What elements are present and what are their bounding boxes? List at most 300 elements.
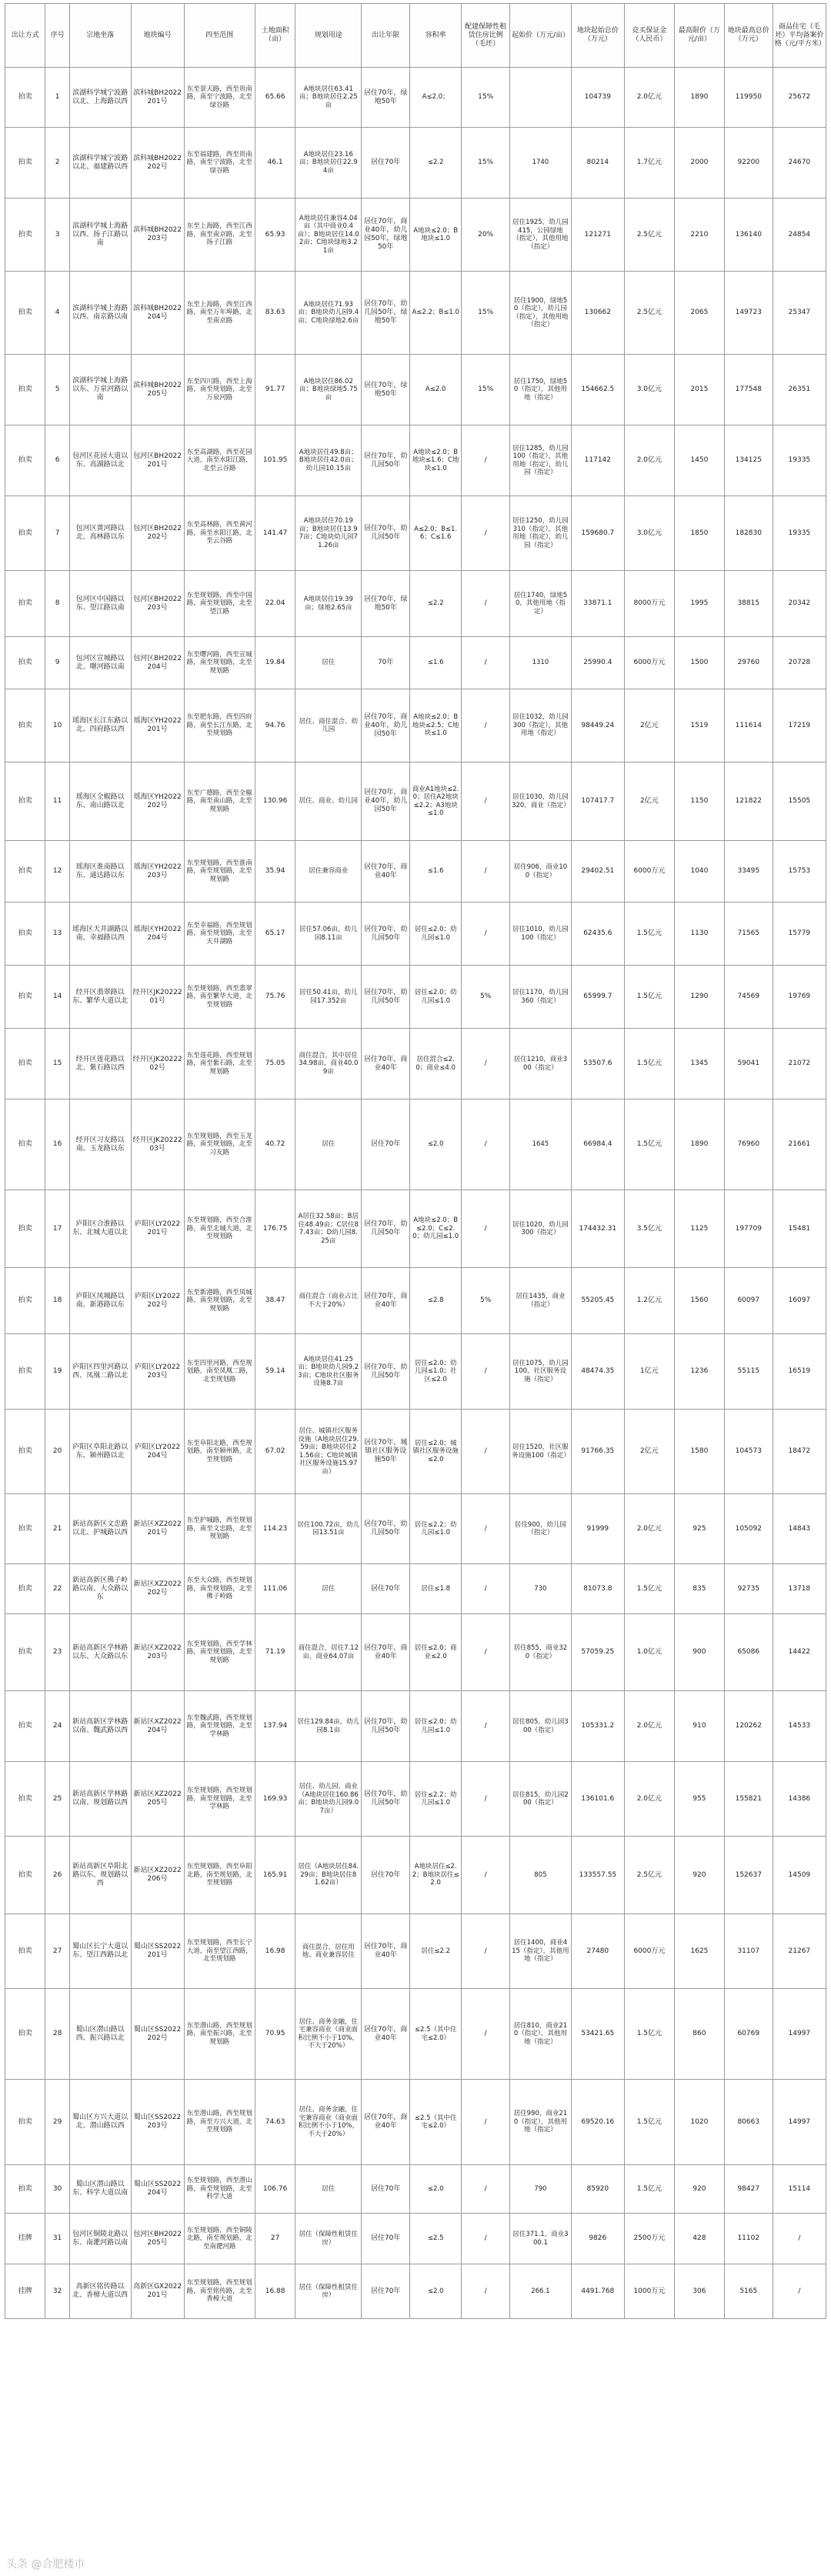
cell-avg-price: 14509 [773,1837,826,1914]
cell-deposit: 1.5亿元 [624,2080,674,2165]
cell-far: ≤2.5（其中住宅≤2.0） [410,2080,462,2165]
cell-start-total: 85920 [571,2165,624,2214]
table-row [5,2214,826,2264]
cell-far: ≤2.5 [410,2214,462,2264]
cell-far: 商业A1地块≤2.0；居住A2地块≤2.2；A3地块≤1.0 [410,762,462,841]
table-body [5,68,826,2319]
cell-start-price: 居住1010，幼儿园100（指定） [510,903,572,966]
cell-max-total: 29760 [724,637,773,689]
cell-method: 拍卖 [5,425,45,496]
cell-number: 17 [45,1190,69,1268]
cell-use: 居住兼容商业 [295,841,362,903]
cell-boundary: 东至规划路，西至合淮路，南至北城大道，北至规划路 [184,1190,255,1268]
cell-area: 74.63 [255,2080,295,2165]
cell-method: 拍卖 [5,1691,45,1762]
cell-max-price: 1020 [674,2080,724,2165]
cell-number: 19 [45,1334,69,1410]
cell-number: 5 [45,355,69,425]
cell-deposit: 6000万元 [624,841,674,903]
cell-max-total: 5165 [724,2264,773,2319]
cell-boundary: 东至莲花路，西至规划路，南至紫石路，北至规划路 [184,1029,255,1099]
cell-code: 瑶海区YH2022203号 [131,841,184,903]
cell-number: 25 [45,1762,69,1837]
cell-boundary: 东至四川路，西至上海路，南至规划路，北至万泉河路 [184,355,255,425]
cell-max-price: 1995 [674,571,724,637]
cell-start-price: 居住1250，幼儿园310（指定），其他用地（指定），幼儿园（指定） [510,496,572,571]
cell-area: 40.72 [255,1099,295,1190]
cell-boundary: 东至规划路，西至规划路，南至规划路，北至学林路 [184,1762,255,1837]
cell-location: 包河区黄河路以北、高林路以东 [69,496,131,571]
cell-max-price: 920 [674,2165,724,2214]
cell-max-price: 920 [674,1837,724,1914]
cell-location: 新站高新区文忠路以北、护城路以西 [69,1494,131,1564]
cell-method: 拍卖 [5,355,45,425]
cell-avg-price: 24854 [773,199,826,272]
cell-far: 居住≤2.2 [410,1914,462,1989]
header-cell: 最高限价（万元/亩） [674,4,724,68]
cell-start-price: 居住1020，幼儿园300（指定） [510,1190,572,1268]
cell-max-price: 1130 [674,903,724,966]
table-row [5,1029,826,1099]
cell-use: 居住、商务金融，住宅兼容商业（商业面积比例不小于10%，不大于20%） [295,2080,362,2165]
table-row [5,689,826,762]
cell-deposit: 1.5亿元 [624,2165,674,2214]
cell-deposit: 2.0亿元 [624,1762,674,1837]
cell-area: 111.06 [255,1564,295,1614]
cell-use: 居住 [295,1564,362,1614]
cell-code: 滨科城BH2022203号 [131,199,184,272]
cell-rental-ratio: 5% [462,1268,510,1334]
cell-term: 居住70年 [362,1837,410,1914]
cell-start-price: 居住906，商业100（指定） [510,841,572,903]
cell-term: 居住70年，商业40年 [362,1989,410,2080]
table-row [5,1614,826,1691]
cell-number: 18 [45,1268,69,1334]
cell-term: 居住70年，幼儿园50年 [362,966,410,1029]
header-cell: 四至范围 [184,4,255,68]
cell-location: 经开区翡翠路以东、繁华大道以北 [69,966,131,1029]
cell-avg-price: 21267 [773,1914,826,1989]
cell-code: 包河区BH2022203号 [131,571,184,637]
cell-start-total: 65999.7 [571,966,624,1029]
table-row [5,1762,826,1837]
cell-code: 新站区XZ2022201号 [131,1494,184,1564]
cell-location: 庐阳区凤城路以南、新港路以东 [69,1268,131,1334]
cell-far: ≤2.0 [410,1099,462,1190]
cell-area: 67.02 [255,1410,295,1494]
cell-max-price: 1890 [674,1099,724,1190]
cell-code: 经开区JK2022202号 [131,1029,184,1099]
cell-start-price: 1310 [510,637,572,689]
watermark: 头条 @合肥楼市 [6,2558,85,2571]
cell-code: 包河区BH2022202号 [131,496,184,571]
table-row [5,1334,826,1410]
cell-number: 21 [45,1494,69,1564]
cell-location: 瑶海区全椒路以东、南山路以北 [69,762,131,841]
cell-start-total: 80214 [571,128,624,199]
cell-area: 91.77 [255,355,295,425]
cell-start-price: 790 [510,2165,572,2214]
cell-area: 65.93 [255,199,295,272]
cell-term: 居住70年，商业40年 [362,841,410,903]
cell-rental-ratio: / [462,1614,510,1691]
cell-code: 新站区XZ2022204号 [131,1691,184,1762]
cell-use: A地块居住19.39亩；绿地2.65亩 [295,571,362,637]
cell-rental-ratio: / [462,1691,510,1762]
cell-rental-ratio: / [462,689,510,762]
cell-use: 居住129.84亩，幼儿园8.1亩 [295,1691,362,1762]
cell-term: 居住70年，幼儿园50年 [362,903,410,966]
cell-max-price: 1519 [674,689,724,762]
cell-avg-price: 21661 [773,1099,826,1190]
cell-rental-ratio: 15% [462,68,510,128]
cell-code: 经开区JK2022203号 [131,1099,184,1190]
cell-term: 居住70年，幼儿园50年 [362,1334,410,1410]
cell-rental-ratio: / [462,1837,510,1914]
cell-max-price: 1125 [674,1190,724,1268]
cell-use: 居住57.06亩，幼儿园8.11亩 [295,903,362,966]
cell-rental-ratio: / [462,496,510,571]
table-header [5,4,826,68]
cell-max-price: 1290 [674,966,724,1029]
cell-max-total: 182830 [724,496,773,571]
cell-use: 居住 [295,637,362,689]
cell-location: 瑶海区天井湖路以南、幸福路以西 [69,903,131,966]
cell-term: 居住70年，绿地50年 [362,571,410,637]
cell-use: 商住混合，居住用地、商业兼容居住 [295,1914,362,1989]
cell-method: 拍卖 [5,1614,45,1691]
cell-start-price: 居住810，商业210（指定），其他用地（指定） [510,1989,572,2080]
cell-number: 26 [45,1837,69,1914]
cell-area: 22.04 [255,571,295,637]
cell-rental-ratio: / [462,637,510,689]
cell-location: 新站高新区阜阳北路以东、规划路以西 [69,1837,131,1914]
cell-deposit: 8000万元 [624,571,674,637]
cell-boundary: 东至高湖路，西至花园大道，南至水阳江路，北至云谷路 [184,425,255,496]
cell-boundary: 东至规划路，西至潜山路，南至规划路，北至科学大道 [184,2165,255,2214]
cell-rental-ratio: 15% [462,272,510,355]
cell-number: 7 [45,496,69,571]
cell-use: 居住100.72亩，幼儿园13.51亩 [295,1494,362,1564]
cell-area: 83.63 [255,272,295,355]
cell-method: 拍卖 [5,689,45,762]
cell-deposit: 2.0亿元 [624,1691,674,1762]
cell-start-price: 居住855，商业320（指定） [510,1614,572,1691]
cell-area: 65.66 [255,68,295,128]
cell-start-total: 69520.16 [571,2080,624,2165]
header-cell: 起始价（万元/亩） [510,4,572,68]
cell-code: 瑶海区YH2022202号 [131,762,184,841]
cell-max-total: 149723 [724,272,773,355]
cell-start-price: 居住1075，幼儿园100，社区服务设施（指定） [510,1334,572,1410]
cell-code: 包河区BH2022201号 [131,425,184,496]
cell-location: 庐阳区四里河路以西、凤凰二路以北 [69,1334,131,1410]
cell-start-total: 29402.51 [571,841,624,903]
cell-max-price: 1450 [674,425,724,496]
cell-code: 蜀山区SS2022202号 [131,1989,184,2080]
cell-start-price: 1645 [510,1099,572,1190]
cell-max-price: 2015 [674,355,724,425]
table-row [5,1268,826,1334]
cell-max-total: 121822 [724,762,773,841]
cell-method: 挂牌 [5,2214,45,2264]
table-row [5,425,826,496]
cell-method: 拍卖 [5,1914,45,1989]
cell-start-total: 117142 [571,425,624,496]
cell-location: 新站高新区佛子岭路以南、大众路以东 [69,1564,131,1614]
cell-rental-ratio: / [462,1914,510,1989]
cell-start-total: 81073.8 [571,1564,624,1614]
cell-use: 商住混合，居住7.12亩，商业64.07亩 [295,1614,362,1691]
cell-start-price: 居住1030，幼儿园320，商业（指定） [510,762,572,841]
cell-boundary: 东至规划路，西至学林路，南至规划路，北至规划路 [184,1614,255,1691]
cell-term: 居住70年，幼儿园50年 [362,496,410,571]
cell-max-total: 11102 [724,2214,773,2264]
cell-method: 拍卖 [5,841,45,903]
cell-avg-price: 26351 [773,355,826,425]
table-row [5,1989,826,2080]
cell-area: 38.47 [255,1268,295,1334]
cell-max-total: 38815 [724,571,773,637]
cell-start-price: 居住805，幼儿园300（指定） [510,1691,572,1762]
cell-code: 瑶海区YH2022204号 [131,903,184,966]
cell-boundary: 东至潜山路，西至规划路，南至振兴路，北至规划路 [184,1989,255,2080]
cell-max-total: 197709 [724,1190,773,1268]
table-row [5,1564,826,1614]
cell-avg-price: 25347 [773,272,826,355]
cell-start-price: 居住1210，商业300（指定） [510,1029,572,1099]
cell-far: A地块≤2.0；B地块≤1.0 [410,199,462,272]
cell-use: 商住混合，其中居住34.98亩，商业40.09亩 [295,1029,362,1099]
cell-far: 居住≤2.2；幼儿园≤1.0 [410,1494,462,1564]
cell-area: 16.98 [255,1914,295,1989]
cell-max-total: 31107 [724,1914,773,1989]
table-row [5,841,826,903]
cell-start-total: 27480 [571,1914,624,1989]
cell-use: 居住、城镇社区服务设施（A地块居住29.59亩；B地块居住21.56亩；C地块城镇社区服务设施15.97亩） [295,1410,362,1494]
cell-method: 拍卖 [5,2165,45,2214]
cell-boundary: 东至规划路，西至淮南路，南至规划路，北至规划路 [184,841,255,903]
cell-area: 65.17 [255,903,295,966]
cell-deposit: 2.5亿元 [624,272,674,355]
cell-term: 居住70年，幼儿园50年 [362,1494,410,1564]
cell-start-price: 居住1520，社区服务设施100（指定） [510,1410,572,1494]
cell-boundary: 东至高林路，西至黄河路，南至水阳江路，北至云谷路 [184,496,255,571]
cell-code: 包河区BH2022204号 [131,637,184,689]
cell-max-total: 136140 [724,199,773,272]
cell-avg-price: 16519 [773,1334,826,1410]
header-cell: 商品住宅（毛坯）平均备案价格（元/平方米） [773,4,826,68]
cell-start-price: 805 [510,1837,572,1914]
cell-code: 滨科城BH2022201号 [131,68,184,128]
cell-number: 24 [45,1691,69,1762]
cell-rental-ratio: 20% [462,199,510,272]
cell-method: 拍卖 [5,966,45,1029]
cell-term: 居住70年，幼儿园50年 [362,1691,410,1762]
cell-boundary: 东至上海路，西至江西路，南至万年埠路，北至南京路 [184,272,255,355]
cell-area: 165.91 [255,1837,295,1914]
cell-area: 71.19 [255,1614,295,1691]
cell-rental-ratio: / [462,1989,510,2080]
cell-max-total: 80663 [724,2080,773,2165]
header-cell: 宗地坐落 [69,4,131,68]
cell-max-total: 59041 [724,1029,773,1099]
cell-area: 27 [255,2214,295,2264]
cell-far: 居住混合≤2.0；商业≤4.0 [410,1029,462,1099]
cell-deposit: 1000万元 [624,2264,674,2319]
cell-deposit: 2亿元 [624,1410,674,1494]
cell-use: 商住混合（商业占比不大于20%） [295,1268,362,1334]
cell-start-price: 居住1740，绿地50，其他用地（指定） [510,571,572,637]
cell-number: 28 [45,1989,69,2080]
cell-avg-price: 14386 [773,1762,826,1837]
cell-boundary: 东至护城路，西至规划路，南至文忠路，北至规划路 [184,1494,255,1564]
cell-area: 114.23 [255,1494,295,1564]
cell-method: 拍卖 [5,1099,45,1190]
cell-max-total: 104573 [724,1410,773,1494]
cell-use: 居住（A地块居住84.29亩；B地块居住81.62亩） [295,1837,362,1914]
cell-term: 居住70年 [362,1099,410,1190]
cell-avg-price: 14422 [773,1614,826,1691]
cell-boundary: 东至广德路，西至全椒路，南至南山路，北至规划路 [184,762,255,841]
cell-method: 拍卖 [5,1494,45,1564]
cell-use: 居住 [295,1099,362,1190]
cell-term: 居住70年，幼儿园50年 [362,1190,410,1268]
cell-far: ≤2.5（其中住宅≤2.0） [410,1989,462,2080]
cell-area: 70.95 [255,1989,295,2080]
cell-max-total: 92200 [724,128,773,199]
cell-deposit: 1.5亿元 [624,903,674,966]
header-cell: 序号 [45,4,69,68]
cell-max-total: 105092 [724,1494,773,1564]
cell-deposit: 1.2亿元 [624,1268,674,1334]
cell-number: 29 [45,2080,69,2165]
cell-start-price: 居住1435，商业（指定） [510,1268,572,1334]
cell-boundary: 东至曙河路，西至宣城路，南至规划路，北至规划路 [184,637,255,689]
cell-avg-price: 21072 [773,1029,826,1099]
cell-avg-price: 17219 [773,689,826,762]
cell-deposit: 1.5亿元 [624,1099,674,1190]
cell-method: 拍卖 [5,903,45,966]
cell-start-total: 159680.7 [571,496,624,571]
cell-code: 瑶海区YH2022201号 [131,689,184,762]
cell-far: ≤2.0 [410,2264,462,2319]
cell-code: 蜀山区SS2022204号 [131,2165,184,2214]
cell-max-total: 155821 [724,1762,773,1837]
cell-deposit: 3.0亿元 [624,496,674,571]
cell-area: 19.84 [255,637,295,689]
cell-code: 新站区XZ2022203号 [131,1614,184,1691]
cell-far: 居住≤2.0；幼儿园≤1.0 [410,903,462,966]
cell-code: 滨科城BH2022202号 [131,128,184,199]
cell-avg-price: 15753 [773,841,826,903]
cell-method: 拍卖 [5,128,45,199]
cell-number: 2 [45,128,69,199]
cell-rental-ratio: / [462,1190,510,1268]
header-cell: 地块编号 [131,4,184,68]
cell-code: 经开区JK2022201号 [131,966,184,1029]
cell-avg-price: 15114 [773,2165,826,2214]
cell-code: 庐阳区LY2022203号 [131,1334,184,1410]
cell-number: 20 [45,1410,69,1494]
cell-far: A地块≤2.0；B地块≤1.6；C地块≤1.0 [410,425,462,496]
cell-deposit: 1.5亿元 [624,1564,674,1614]
cell-rental-ratio: / [462,1334,510,1410]
table-row [5,1099,826,1190]
cell-far: ≤1.6 [410,637,462,689]
cell-use: A地块居住41.25亩；B地块幼儿园9.23亩；C地块社区服务设施8.7亩 [295,1334,362,1410]
cell-start-price: 居住815，幼儿园200（指定） [510,1762,572,1837]
cell-number: 23 [45,1614,69,1691]
cell-term: 70年 [362,637,410,689]
table-row [5,355,826,425]
cell-boundary: 东至规划路，西至阜阳北路，南至规划路，北至规划路 [184,1837,255,1914]
cell-rental-ratio: / [462,1762,510,1837]
cell-start-price: 居住1925，幼儿园415，公园绿地（指定），其他用地（指定） [510,199,572,272]
cell-start-total: 25990.4 [571,637,624,689]
cell-location: 瑶海区淮南路以东、通达路以东 [69,841,131,903]
cell-rental-ratio: 5% [462,966,510,1029]
cell-start-price: 1740 [510,128,572,199]
cell-avg-price: 15505 [773,762,826,841]
cell-boundary: 东至规划路，西至长宁大道，南至望江西路，北至规划路 [184,1914,255,1989]
cell-term: 居住70年，城镇社区服务设施50年 [362,1410,410,1494]
cell-start-total: 66984.4 [571,1099,624,1190]
cell-start-price: 730 [510,1564,572,1614]
cell-deposit: 1.5亿元 [624,966,674,1029]
cell-max-price: 306 [674,2264,724,2319]
cell-deposit: 1.0亿元 [624,1614,674,1691]
cell-code: 新站区XZ2022206号 [131,1837,184,1914]
cell-use: 居住、商住混合、幼儿园 [295,689,362,762]
cell-method: 拍卖 [5,637,45,689]
cell-boundary: 东至规划路，西至翡翠路，南至繁华大道，北至规划路 [184,966,255,1029]
cell-location: 滨湖科学城宁波路以北、上海路以西 [69,68,131,128]
cell-term: 居住70年 [362,2165,410,2214]
header-cell: 容积率 [410,4,462,68]
cell-method: 拍卖 [5,68,45,128]
header-cell: 出让方式 [5,4,45,68]
cell-use: A居住32.58亩；B居住48.49亩；C居住87.43亩；D幼儿园8.25亩 [295,1190,362,1268]
table-row [5,2264,826,2319]
cell-use: 居住、商务金融，住宅兼容商业（商业面积比例不小于10%，不大于20%） [295,1989,362,2080]
cell-max-price: 1850 [674,496,724,571]
cell-deposit: 2.0亿元 [624,68,674,128]
cell-boundary: 东至魏武路，西至规划路，南至规划路，北至学林路 [184,1691,255,1762]
cell-max-price: 835 [674,1564,724,1614]
cell-rental-ratio: / [462,2264,510,2319]
cell-use: A地块居住71.93亩；B地块幼儿园9.4亩；C地块绿地2.6亩 [295,272,362,355]
cell-max-price: 900 [674,1614,724,1691]
cell-use: A地块居住86.02亩；B地块绿地5.75亩 [295,355,362,425]
cell-location: 经开区莲花路以北、紫石路以西 [69,1029,131,1099]
cell-method: 拍卖 [5,1564,45,1614]
cell-deposit: 2亿元 [624,762,674,841]
cell-method: 拍卖 [5,1334,45,1410]
cell-term: 居住70年，幼儿园50年，绿地50年 [362,272,410,355]
table-row [5,762,826,841]
table-row [5,571,826,637]
cell-avg-price: 13718 [773,1564,826,1614]
cell-avg-price: 25672 [773,68,826,128]
cell-start-total: 57059.25 [571,1614,624,1691]
cell-number: 14 [45,966,69,1029]
cell-deposit: 2.0亿元 [624,1494,674,1564]
cell-location: 蜀山区长宁大道以东、望江西路以北 [69,1914,131,1989]
cell-avg-price: 14997 [773,1989,826,2080]
cell-max-price: 910 [674,1691,724,1762]
cell-far: 居住≤2.2；幼儿园≤1.0 [410,1762,462,1837]
